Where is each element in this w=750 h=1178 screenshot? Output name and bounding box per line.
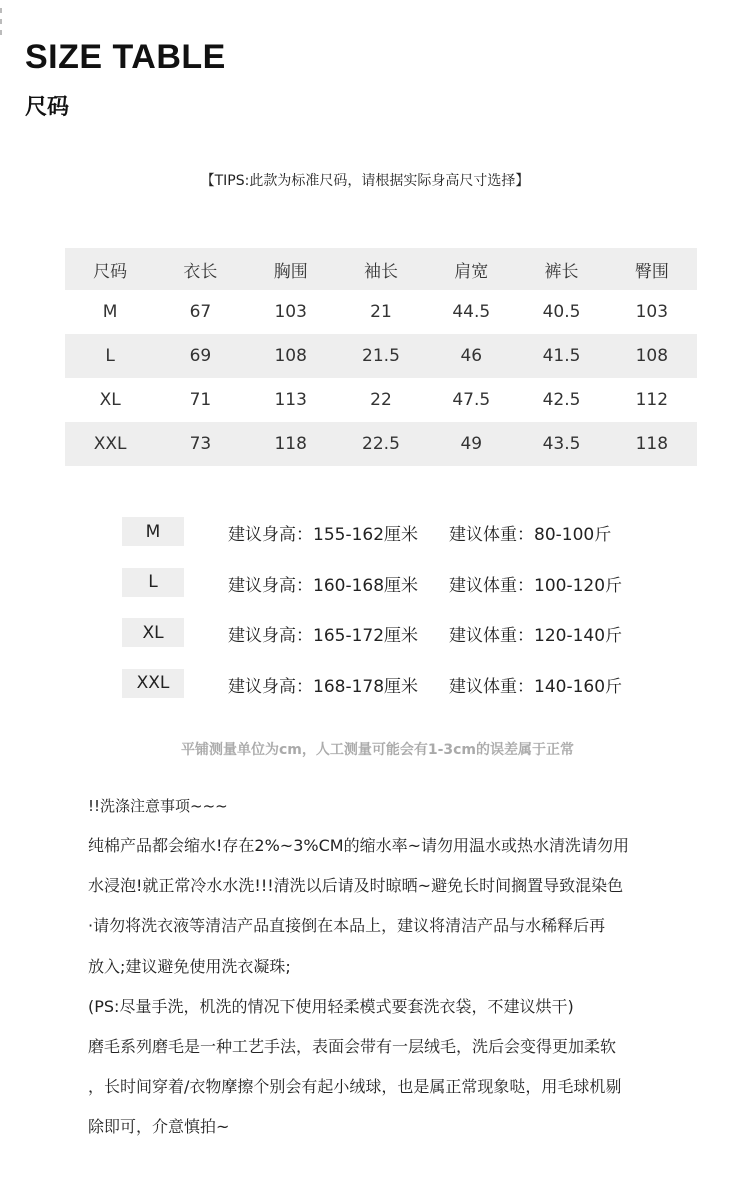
- table-row: [65, 290, 697, 334]
- care-line: ，长时间穿着/衣物摩擦个别会有起小绒球，也是属正常现象哒，用毛球机剔: [88, 1077, 622, 1097]
- table-cell: 73: [155, 422, 245, 466]
- table-cell: 40.5: [542, 302, 581, 322]
- table-header-row: [65, 248, 697, 290]
- care-line: 除即可，介意慎拍~: [88, 1117, 230, 1137]
- care-line: 磨毛系列磨毛是一种工艺手法，表面会带有一层绒毛，洗后会变得更加柔软: [88, 1036, 617, 1056]
- column-header: 胸围: [246, 248, 336, 290]
- table-cell: 47.5: [452, 390, 491, 410]
- recommendation-row: [122, 667, 682, 718]
- table-cell: 46: [426, 334, 516, 378]
- column-header: 尺码: [65, 248, 155, 290]
- care-line: 纯棉产品都会缩水!存在2%~3%CM的缩水率~请勿用温水或热水清洗请勿用: [88, 836, 629, 855]
- table-cell: 108: [607, 334, 697, 378]
- care-line: 水浸泡!就正常冷水水洗!!!清洗以后请及时晾晒~避免长时间搁置导致混染色: [88, 876, 624, 896]
- table-cell: 44.5: [452, 302, 491, 322]
- page-subtitle: 尺码: [25, 95, 70, 120]
- table-cell: 22: [370, 390, 392, 410]
- table-cell: XXL: [65, 422, 155, 466]
- recommended-weight: 建议体重：80-100斤: [449, 525, 612, 545]
- recommended-height: 建议身高：160-168厘米: [228, 575, 419, 596]
- table-cell: 49: [426, 422, 516, 466]
- table-row: [65, 422, 697, 466]
- table-cell: L: [65, 334, 155, 378]
- size-table: [65, 248, 697, 466]
- table-cell: 113: [274, 390, 307, 410]
- edge-dots: [0, 8, 3, 41]
- table-cell: 118: [246, 422, 336, 466]
- table-cell: 42.5: [542, 390, 581, 410]
- table-row: [65, 378, 697, 422]
- table-cell: 67: [189, 302, 212, 322]
- table-cell: 71: [189, 390, 212, 410]
- size-recommendations: [122, 515, 682, 717]
- recommendation-row: [122, 616, 682, 667]
- table-cell: 22.5: [336, 422, 426, 466]
- table-cell: 103: [274, 302, 307, 322]
- care-heading: !!洗涤注意事项~~~: [88, 797, 228, 815]
- table-cell: 21: [370, 302, 392, 322]
- recommended-weight: 建议体重：120-140斤: [449, 626, 623, 646]
- tips-text: 【TIPS:此款为标准尺码，请根据实际身高尺寸选择】: [200, 173, 530, 189]
- table-cell: XL: [99, 390, 121, 410]
- table-cell: 103: [635, 302, 669, 322]
- table-cell: 21.5: [336, 334, 426, 378]
- page-title: SIZE TABLE: [25, 38, 226, 76]
- table-row: [65, 334, 697, 378]
- size-badge: XXL: [122, 669, 184, 698]
- table-cell: 112: [635, 390, 669, 410]
- table-cell: 69: [155, 334, 245, 378]
- table-cell: 43.5: [516, 422, 606, 466]
- recommendation-row: [122, 566, 682, 617]
- table-cell: 118: [607, 422, 697, 466]
- care-line: 放入;建议避免使用洗衣凝珠;: [88, 956, 291, 976]
- table-cell: 41.5: [516, 334, 606, 378]
- measurement-note: 平铺测量单位为cm，人工测量可能会有1-3cm的误差属于正常: [180, 742, 575, 758]
- size-badge: L: [122, 568, 184, 597]
- column-header: 肩宽: [426, 248, 516, 290]
- care-instructions: [88, 795, 728, 1155]
- size-badge: M: [122, 517, 184, 546]
- care-line: (PS:尽量手洗，机洗的情况下使用轻柔模式要套洗衣袋，不建议烘干): [88, 996, 574, 1016]
- recommendation-row: [122, 515, 682, 566]
- column-header: 衣长: [155, 248, 245, 290]
- column-header: 裤长: [516, 248, 606, 290]
- care-line: ·请勿将洗衣液等清洁产品直接倒在本品上，建议将清洁产品与水稀释后再: [88, 916, 606, 936]
- recommended-height: 建议身高：168-178厘米: [228, 676, 419, 697]
- table-cell: 108: [246, 334, 336, 378]
- recommended-weight: 建议体重：100-120斤: [449, 575, 623, 596]
- column-header: 袖长: [336, 248, 426, 290]
- column-header: 臀围: [607, 248, 697, 290]
- table-cell: M: [102, 302, 118, 322]
- recommended-height: 建议身高：155-162厘米: [228, 525, 419, 545]
- size-badge: XL: [122, 618, 184, 647]
- recommended-weight: 建议体重：140-160斤: [449, 676, 623, 697]
- recommended-height: 建议身高：165-172厘米: [228, 626, 419, 646]
